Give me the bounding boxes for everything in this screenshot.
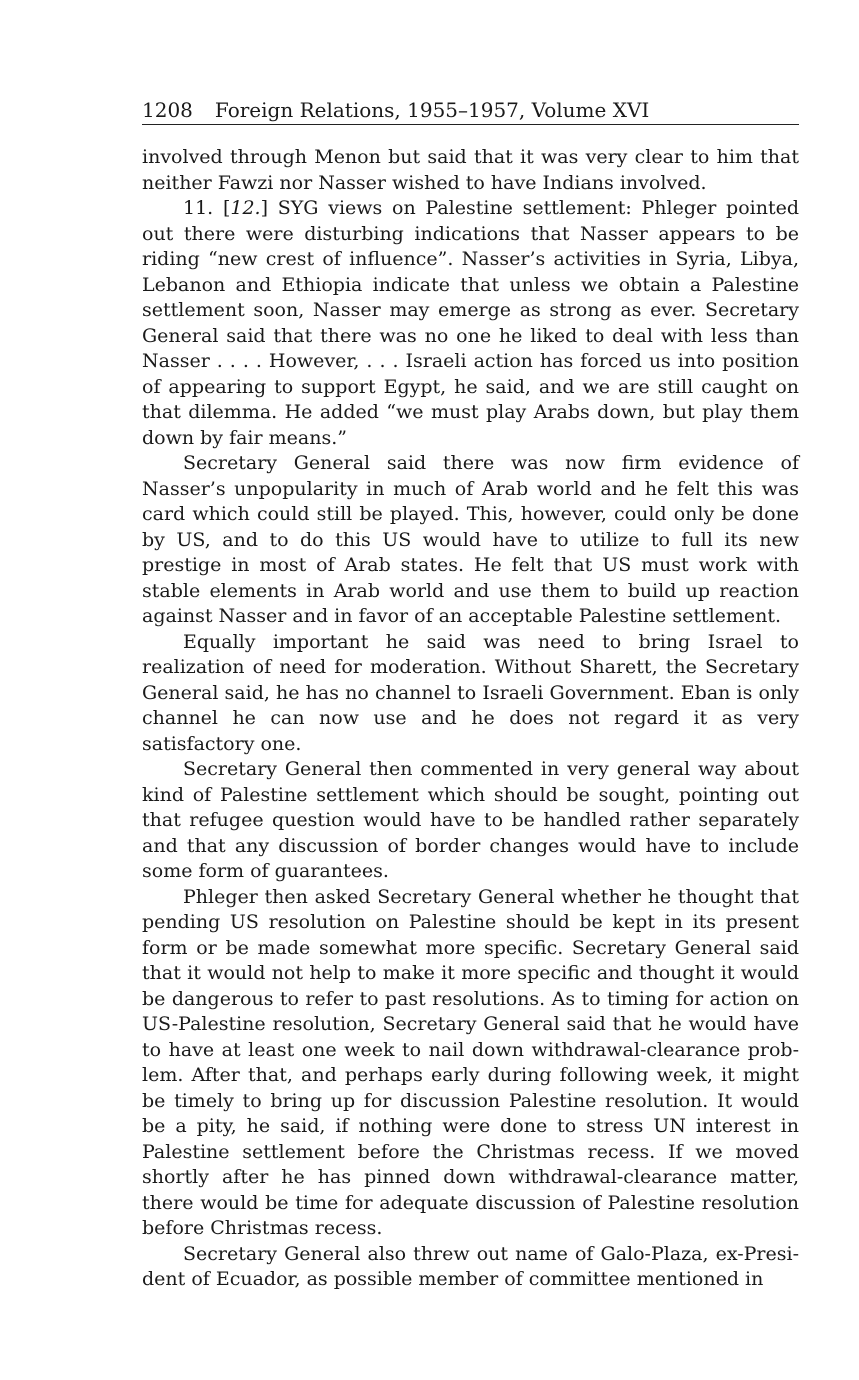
- running-title: Foreign Relations, 1955–1957, Volume XVI: [214, 98, 650, 122]
- paragraph: [142, 1242, 799, 1293]
- paragraph-text: Secretary General said there was now firm evidence of Nasser’s unpopularity in much of Arab world and he felt this was card which could still be played. This, however, could only be done by US, and to do this US would have to utilize to full its new prestige in most of Arab states. He felt that US must work with stable elements in Arab world and use them to build up reaction against Nasser and in favor of an acceptable Palestine settlement.: [142, 452, 799, 627]
- paragraph-text: Secretary General then commented in very general way about kind of Palestine settlement which should be sought, pointing out that refugee question would have to be handled rather separately and that any discussion of border changes would have to include some form of guarantees.: [142, 758, 799, 882]
- original-item-number: 12.: [230, 197, 261, 219]
- bracket-close: ]: [260, 197, 269, 219]
- paragraph-text: SYG views on Palestine settlement: Phleger pointed out there were disturbing indications that Nasser appears to be riding “new crest of influence”. Nasser’s activities in Syria, Libya, Lebanon and Ethiopia indicate that unless we obtain a Palestine settlement soon, Nasser may emerge as strong as ever. Secretary General said that there was no one he liked to deal with less than Nasser . . . . However, . . . Israeli action has forced us into position of appearing to support Egypt, he said, and we are still caught on that dilemma. He added “we must play Arabs down, but play them down by fair means.”: [142, 197, 800, 449]
- paragraph: [142, 451, 799, 630]
- bracket-open: [: [222, 197, 231, 219]
- paragraph: [142, 885, 799, 1242]
- body-text: [142, 145, 799, 1293]
- paragraph-text: Equally important he said was need to bring Israel to realization of need for moderation. Without Sharett, the Secretary General said, he has no channel to Israeli Government. Eban is only channel he can now use and he does not regard it as very satisfactory one.: [142, 630, 799, 755]
- paragraph-item-11: [142, 196, 799, 451]
- page-number: 1208: [142, 98, 193, 122]
- running-head: [142, 98, 799, 125]
- paragraph-text: Phleger then asked Secretary General whether he thought that pending US resolution on Palestine should be kept in its present form or be made somewhat more specific. Secretary General said that it would not help to make it more specific and thought it would be dangerous to refer to past resolutions. As to timing for action on US-Palestine resolution, Secretary General said that he would have to have at least one week to nail down withdrawal-clearance problem. After that, and perhaps early during following week, it might be timely to bring up for discussion Palestine resolution. It would be a pity, he said, if nothing were done to stress UN interest in Palestine settlement before the Christmas recess. If we moved shortly after he has pinned down withdrawal-clearance matter, there would be time for adequate discussion of Palestine resolution before Christmas recess.: [142, 885, 799, 1239]
- paragraph-text: Secretary General also threw out name of Galo-Plaza, ex-President of Ecuador, as possible member of committee mentioned in: [142, 1242, 799, 1290]
- item-number: 11.: [183, 197, 214, 219]
- document-page: [142, 98, 799, 1293]
- paragraph-continuation: [142, 145, 799, 196]
- paragraph: [142, 757, 799, 885]
- paragraph-text: involved through Menon but said that it was very clear to him that neither Fawzi nor Nasser wished to have Indians involved.: [142, 146, 799, 194]
- paragraph: [142, 630, 799, 758]
